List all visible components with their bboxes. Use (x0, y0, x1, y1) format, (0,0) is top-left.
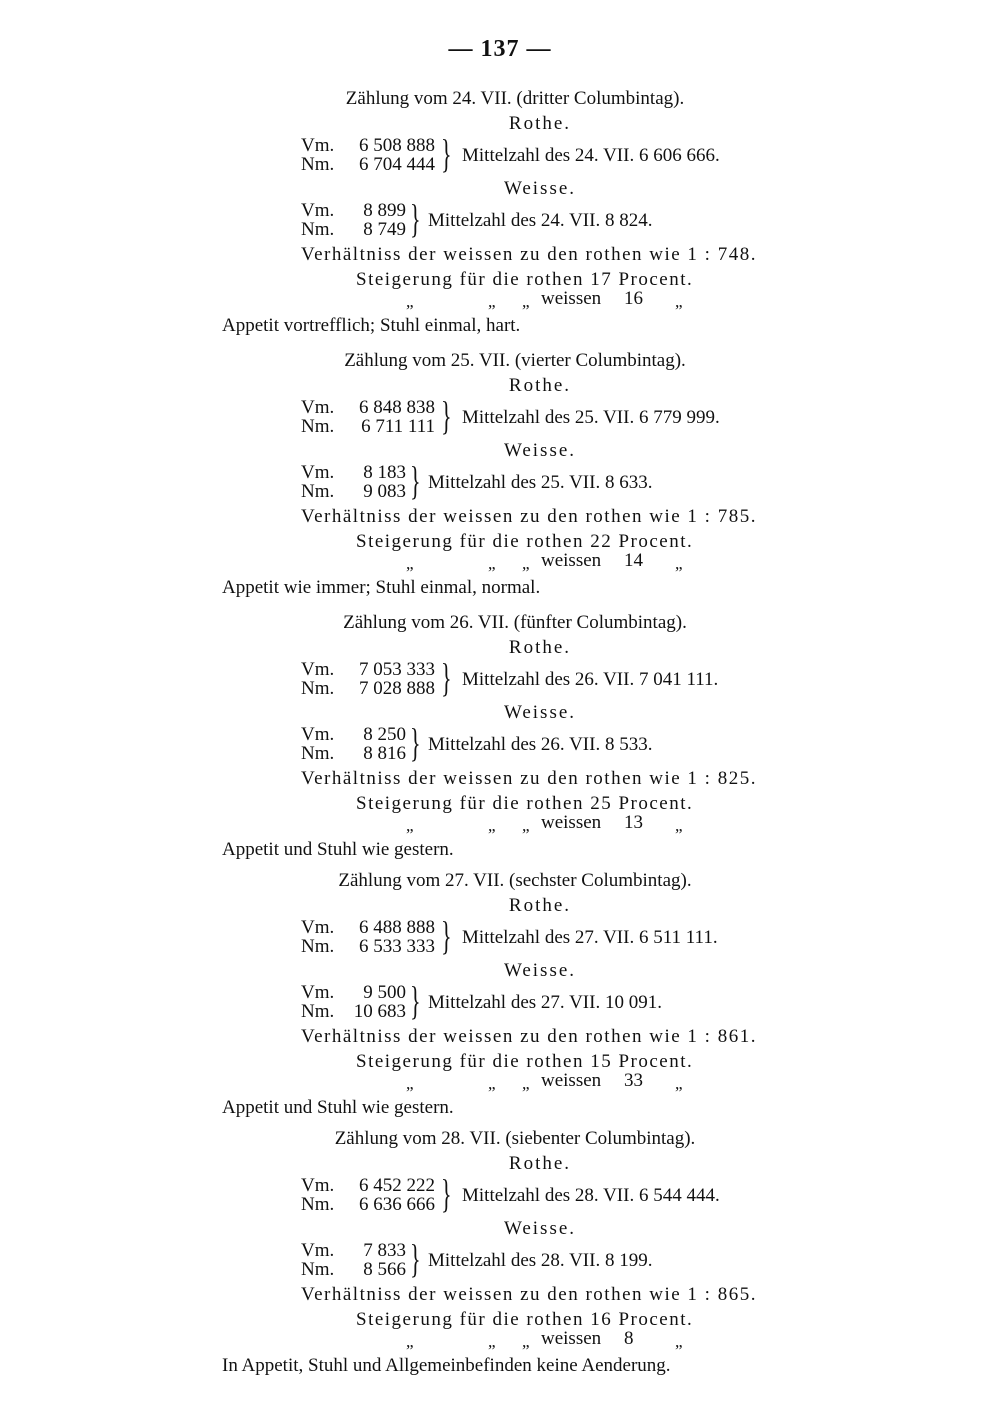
rothe-nm-value: 6 636 666 (359, 1194, 435, 1215)
ditto-mark: „ (406, 1074, 414, 1093)
steigerung-rothen-line: Steigerung für die rothen 17 Procent. (356, 269, 694, 290)
ditto-mark: „ (522, 1332, 530, 1351)
verhaeltniss-line: Verhältniss der weissen zu den rothen wie 1 : 825. (301, 768, 757, 789)
weissen-label: weissen (541, 288, 602, 309)
rothe-nm-value: 6 711 111 (361, 416, 435, 437)
weisse-mittelzahl: Mittelzahl des 28. VII. 8 199. (428, 1250, 653, 1271)
steigerung-weissen-value: 16 (624, 288, 643, 309)
ditto-mark: „ (406, 1332, 414, 1351)
ditto-mark: „ (488, 1074, 496, 1093)
weissen-label: weissen (541, 1070, 602, 1091)
rothe-nm-label: Nm. (301, 154, 335, 175)
ditto-mark: „ (522, 1074, 530, 1093)
weisse-nm-value: 10 683 (353, 1001, 406, 1022)
weisse-vm-value: 9 500 (363, 982, 406, 1003)
ditto-mark: „ (675, 816, 683, 835)
weisse-nm-label: Nm. (301, 1001, 335, 1022)
steigerung-rothen-line: Steigerung für die rothen 25 Procent. (356, 793, 694, 814)
section-title: Zählung vom 25. VII. (vierter Columbintag). (344, 350, 686, 371)
brace-icon: } (441, 393, 452, 438)
weisse-nm-label: Nm. (301, 1259, 335, 1280)
rothe-heading: Rothe. (508, 1153, 572, 1174)
weissen-label: weissen (541, 550, 602, 571)
rothe-vm-label: Vm. (301, 1175, 335, 1196)
rothe-nm-value: 6 704 444 (359, 154, 435, 175)
weissen-label: weissen (541, 812, 602, 833)
steigerung-rothen-line: Steigerung für die rothen 22 Procent. (356, 531, 694, 552)
weisse-heading: Weisse. (503, 960, 577, 981)
ditto-mark: „ (675, 292, 683, 311)
verhaeltniss-line: Verhältniss der weissen zu den rothen wie 1 : 865. (301, 1284, 757, 1305)
rothe-vm-label: Vm. (301, 917, 335, 938)
brace-icon: } (410, 196, 421, 241)
rothe-mittelzahl: Mittelzahl des 24. VII. 6 606 666. (462, 145, 720, 166)
rothe-heading: Rothe. (508, 375, 572, 396)
section-title: Zählung vom 28. VII. (siebenter Columbintag). (334, 1128, 696, 1149)
rothe-nm-label: Nm. (301, 936, 335, 957)
steigerung-rothen-line: Steigerung für die rothen 15 Procent. (356, 1051, 694, 1072)
weisse-vm-label: Vm. (301, 1240, 335, 1261)
weisse-heading: Weisse. (503, 178, 577, 199)
weisse-heading: Weisse. (503, 440, 577, 461)
section-title: Zählung vom 26. VII. (fünfter Columbintag). (343, 612, 687, 633)
verhaeltniss-line: Verhältniss der weissen zu den rothen wie 1 : 748. (301, 244, 757, 265)
brace-icon: } (441, 655, 452, 700)
steigerung-weissen-value: 33 (624, 1070, 643, 1091)
rothe-vm-label: Vm. (301, 135, 335, 156)
ditto-mark: „ (488, 1332, 496, 1351)
ditto-mark: „ (406, 292, 414, 311)
brace-icon: } (410, 720, 421, 765)
ditto-mark: „ (406, 554, 414, 573)
ditto-mark: „ (488, 816, 496, 835)
rothe-heading: Rothe. (508, 895, 572, 916)
steigerung-rothen-line: Steigerung für die rothen 16 Procent. (356, 1309, 694, 1330)
weisse-vm-label: Vm. (301, 982, 335, 1003)
steigerung-weissen-value: 8 (624, 1328, 634, 1349)
weisse-heading: Weisse. (503, 702, 577, 723)
rothe-vm-value: 7 053 333 (359, 659, 435, 680)
brace-icon: } (441, 131, 452, 176)
ditto-mark: „ (675, 1332, 683, 1351)
ditto-mark: „ (522, 554, 530, 573)
rothe-vm-value: 6 848 838 (359, 397, 435, 418)
section-title: Zählung vom 24. VII. (dritter Columbintag). (345, 88, 685, 109)
ditto-mark: „ (406, 816, 414, 835)
brace-icon: } (441, 1171, 452, 1216)
section-title: Zählung vom 27. VII. (sechster Columbintag). (338, 870, 692, 891)
rothe-mittelzahl: Mittelzahl des 27. VII. 6 511 111. (462, 927, 718, 948)
ditto-mark: „ (522, 816, 530, 835)
ditto-mark: „ (488, 292, 496, 311)
weisse-mittelzahl: Mittelzahl des 24. VII. 8 824. (428, 210, 653, 231)
weisse-heading: Weisse. (503, 1218, 577, 1239)
ditto-mark: „ (522, 292, 530, 311)
remark-line: Appetit wie immer; Stuhl einmal, normal. (222, 577, 541, 598)
weisse-vm-value: 7 833 (363, 1240, 406, 1261)
rothe-heading: Rothe. (508, 637, 572, 658)
rothe-vm-label: Vm. (301, 659, 335, 680)
rothe-nm-label: Nm. (301, 1194, 335, 1215)
brace-icon: } (410, 978, 421, 1023)
weisse-vm-label: Vm. (301, 462, 335, 483)
weisse-mittelzahl: Mittelzahl des 27. VII. 10 091. (428, 992, 662, 1013)
weisse-vm-label: Vm. (301, 724, 335, 745)
brace-icon: } (410, 458, 421, 503)
remark-line: In Appetit, Stuhl und Allgemeinbefinden keine Aenderung. (222, 1355, 671, 1376)
remark-line: Appetit vortrefflich; Stuhl einmal, hart. (222, 315, 521, 336)
ditto-mark: „ (675, 1074, 683, 1093)
brace-icon: } (441, 913, 452, 958)
rothe-vm-label: Vm. (301, 397, 335, 418)
rothe-vm-value: 6 508 888 (359, 135, 435, 156)
weisse-nm-label: Nm. (301, 481, 335, 502)
rothe-nm-value: 6 533 333 (359, 936, 435, 957)
rothe-nm-label: Nm. (301, 416, 335, 437)
remark-line: Appetit und Stuhl wie gestern. (222, 1097, 454, 1118)
weisse-nm-value: 8 816 (363, 743, 406, 764)
rothe-mittelzahl: Mittelzahl des 28. VII. 6 544 444. (462, 1185, 720, 1206)
weissen-label: weissen (541, 1328, 602, 1349)
rothe-vm-value: 6 452 222 (359, 1175, 435, 1196)
weisse-nm-value: 8 566 (363, 1259, 406, 1280)
verhaeltniss-line: Verhältniss der weissen zu den rothen wie 1 : 785. (301, 506, 757, 527)
remark-line: Appetit und Stuhl wie gestern. (222, 839, 454, 860)
rothe-mittelzahl: Mittelzahl des 25. VII. 6 779 999. (462, 407, 720, 428)
rothe-heading: Rothe. (508, 113, 572, 134)
weisse-vm-value: 8 899 (363, 200, 406, 221)
weisse-mittelzahl: Mittelzahl des 25. VII. 8 633. (428, 472, 653, 493)
rothe-vm-value: 6 488 888 (359, 917, 435, 938)
weisse-nm-label: Nm. (301, 743, 335, 764)
steigerung-weissen-value: 13 (624, 812, 643, 833)
verhaeltniss-line: Verhältniss der weissen zu den rothen wie 1 : 861. (301, 1026, 757, 1047)
weisse-vm-value: 8 183 (363, 462, 406, 483)
weisse-vm-label: Vm. (301, 200, 335, 221)
steigerung-weissen-value: 14 (624, 550, 643, 571)
rothe-mittelzahl: Mittelzahl des 26. VII. 7 041 111. (462, 669, 719, 690)
brace-icon: } (410, 1236, 421, 1281)
weisse-nm-label: Nm. (301, 219, 335, 240)
page-number: — 137 — (448, 36, 552, 62)
weisse-nm-value: 9 083 (363, 481, 406, 502)
rothe-nm-value: 7 028 888 (359, 678, 435, 699)
ditto-mark: „ (488, 554, 496, 573)
ditto-mark: „ (675, 554, 683, 573)
weisse-vm-value: 8 250 (363, 724, 406, 745)
rothe-nm-label: Nm. (301, 678, 335, 699)
weisse-nm-value: 8 749 (363, 219, 406, 240)
weisse-mittelzahl: Mittelzahl des 26. VII. 8 533. (428, 734, 653, 755)
